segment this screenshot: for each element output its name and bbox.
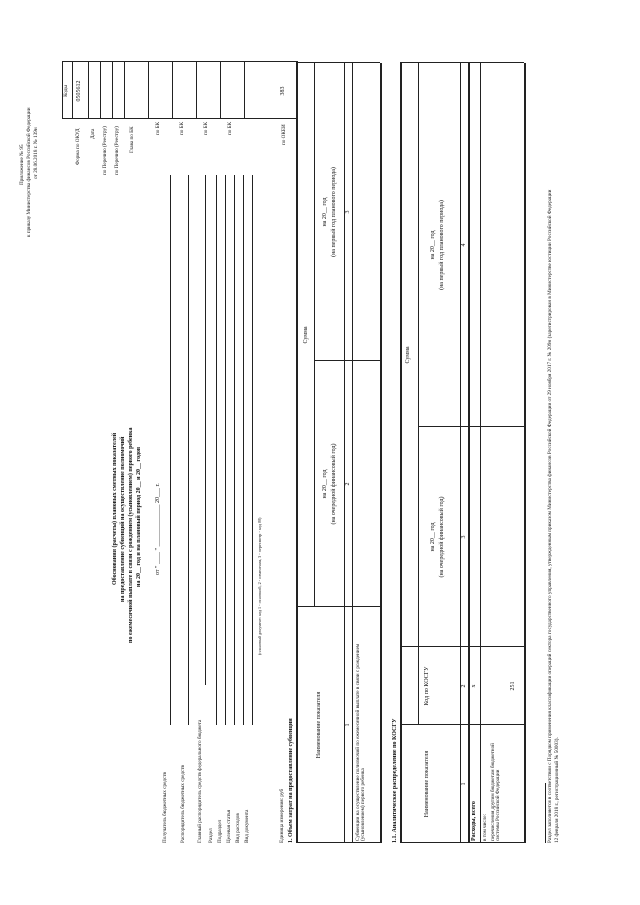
annex-line-3: от 28.06.2018 г. № 139н: [33, 127, 39, 179]
s11-col-y1-sub: (на очередной финансовый год): [439, 496, 445, 578]
s11-col-sum: Сумма: [405, 346, 411, 364]
code-label-bk-4: по БК: [227, 121, 233, 135]
s11-col-name: Наименование показателя: [424, 750, 430, 818]
codes-box: [62, 61, 298, 119]
req-section: Раздел: [208, 828, 214, 843]
title-line-3: по ежемесячной выплате в связи с рождением (усыновлением) первого ребенка: [128, 427, 134, 643]
s1-num-3: 3: [345, 210, 351, 214]
s11-col-kosgu: Код по КОСГУ: [424, 666, 430, 706]
s1-col-y1-sub: (на очередной финансовый год): [331, 443, 337, 525]
s11-col-y2: на 20__ год: [430, 230, 436, 260]
s1-col-name: Наименование показателя: [316, 691, 322, 759]
code-label-date: Дата: [90, 128, 96, 139]
title-line-1: Обоснования (расчеты) плановых сметных показателей: [112, 432, 118, 585]
code-label-register-2: по Перечню (Реестру): [114, 126, 120, 175]
code-label-okud: Форма по ОКУД: [75, 128, 81, 165]
s1-num-1: 1: [345, 723, 351, 727]
s11-total-code: х: [471, 684, 477, 688]
code-label-chapter: Глава по БК: [129, 126, 135, 153]
req-expense-type: Вид расходов: [235, 813, 241, 843]
req-unit: Единица измерения: руб: [279, 788, 285, 843]
title-line-2: на предоставление субвенций на осуществление полномочий: [120, 436, 126, 602]
s11-row-incl: в том числе:: [482, 813, 488, 841]
req-subsection: Подраздел: [217, 819, 223, 843]
s11-col-y2-sub: (на первый год планового периода): [439, 200, 445, 290]
code-label-register-1: по Перечню (Реестру): [102, 126, 108, 175]
s1-num-2: 2: [345, 482, 351, 486]
code-label-okei: по ОКЕИ: [281, 124, 287, 145]
s1-col-sum: Сумма: [303, 326, 309, 344]
s1-col-y2: на 20__ год: [322, 197, 328, 227]
form-note: (плановый документ: код 1 - основной, 2 - изменения, 3 - пересмотр - код 00): [257, 517, 262, 655]
footnote-line-1: Раздел заполняется в соответствии с Порядком применения классификации операций сектора государственного управления, утвержденным приказом Министерства финансов Российской Федерации от 29 ноября 2017 г. № 209н (зарегистрирован в Министерстве юстиции Российской Федерации: [547, 189, 553, 843]
s11-num-2: 2: [461, 684, 467, 688]
code-label-bk-1: по БК: [155, 121, 161, 135]
req-main-distributor: Главный распорядитель средств федерального бюджета: [197, 719, 203, 843]
code-label-bk-2: по БК: [179, 121, 185, 135]
s11-num-1: 1: [461, 782, 467, 786]
s11-num-3: 3: [461, 535, 467, 539]
date-line: от " ____ " ______________ 20___ г.: [155, 483, 161, 575]
section11-title: 1.1. Аналитическое распределение по КОСГУ: [392, 718, 398, 843]
annex-line-1: Приложение № 95: [19, 144, 25, 185]
code-okei-value: 383: [280, 86, 286, 96]
title-line-4: на 20__ год и на плановый период 20__ и 20__ годов: [136, 446, 142, 587]
req-distributor: Распорядитель бюджетных средств: [180, 765, 186, 843]
s1-row-label: Субвенции на осуществление полномочий по ежемесячной выплате в связи с рождением (усыновлением) первого ребенка: [355, 643, 367, 841]
codes-header: Коды: [63, 85, 69, 97]
req-recipient: Получатель бюджетных средств: [162, 772, 168, 843]
s1-col-y2-sub: (на первый год планового периода): [331, 167, 337, 257]
annex-line-2: к приказу Министерства финансов Российской Федерации: [26, 107, 32, 237]
code-label-bk-3: по БК: [203, 121, 209, 135]
footnote-line-2: 12 февраля 2018 г., регистрационный № 50003).: [554, 737, 560, 843]
s11-row-transfer: перечисления другим бюджетам бюджетной системы Российской Федерации: [490, 743, 502, 841]
code-okud-value: 0505612: [76, 80, 82, 102]
s11-col-y1: на 20__ год: [430, 522, 436, 552]
s11-row-total: Расходы, всего: [471, 801, 477, 841]
s11-num-4: 4: [461, 243, 467, 247]
section1-title: 1. Объем затрат на предоставление субвенции: [288, 718, 294, 843]
req-doc-type: Вид документа: [244, 809, 250, 843]
s1-col-y1: на 20__ год: [322, 469, 328, 499]
req-target: Целевая статья: [226, 809, 232, 843]
s11-transfer-code: 251: [510, 681, 516, 691]
